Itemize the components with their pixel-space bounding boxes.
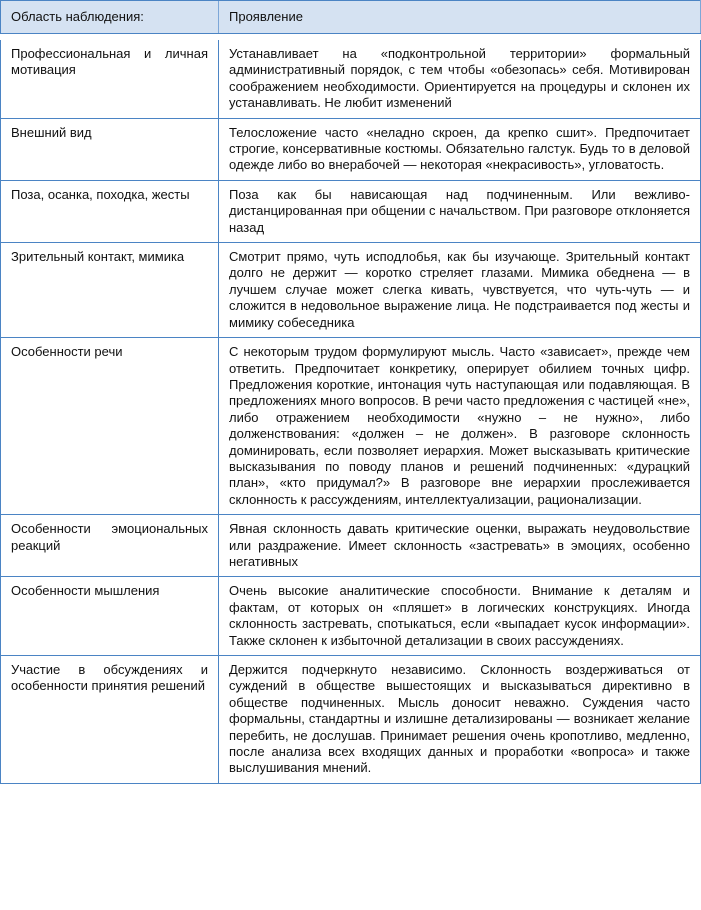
area-cell: Особенности речи — [1, 338, 219, 515]
area-cell: Внешний вид — [1, 118, 219, 180]
table-row — [1, 656, 701, 784]
header-manifestation: Проявление — [219, 1, 701, 34]
manifestation-cell: Очень высокие аналитические способности. Внимание к деталям и фактам, от которых он «пляшет» в логических конструкциях. Иногда склонность застревать, спотыкаться, если «выпадает кусок информации». Также склонен к избыточной детализации в своих рассуждениях. — [219, 577, 701, 656]
table-row — [1, 180, 701, 242]
area-cell: Особенности эмоциональных реакций — [1, 515, 219, 577]
table-row — [1, 515, 701, 577]
manifestation-cell: Устанавливает на «подконтрольной территории» формальный административный порядок, с тем чтобы «обезопась» себя. Мотивирован соображением необходимости. Ориентируется на процедуры и склонен их устанавливать. Не любит изменений — [219, 40, 701, 118]
manifestation-cell: Явная склонность давать критические оценки, выражать неудовольствие или раздражение. Имеет склонность «застревать» в эмоциях, особенно негативных — [219, 515, 701, 577]
area-cell: Профессиональная и личная мотивация — [1, 40, 219, 118]
manifestation-cell: Телосложение часто «неладно скроен, да крепко сшит». Предпочитает строгие, консервативные костюмы. Обязательно галстук. Будь то в деловой одежде либо во внерабочей — некоторая «некрасивость», угловатость. — [219, 118, 701, 180]
manifestation-cell: С некоторым трудом формулируют мысль. Часто «зависает», прежде чем ответить. Предпочитает конкретику, оперирует обилием точных цифр. Предложения короткие, интонация чуть наступающая или подавляющая. В предложениях много вопросов. В речи часто предложения с частицей «не», либо отражением необходимости «нужно – не нужно», либо долженствования: «должен – не должен». В разговоре склонность доминировать, если позволяет иерархия. Может высказывать критические высказывания по поводу планов и решений подчиненных: «дурацкий план», «кто придумал?» В разговоре вне иерархии прослеживается склонность к рассуждениям, интеллектуализации, рационализации. — [219, 338, 701, 515]
table-row — [1, 40, 701, 118]
manifestation-cell: Смотрит прямо, чуть исподлобья, как бы изучающе. Зрительный контакт долго не держит — коротко стреляет глазами. Мимика обеднена — в лучшем случае может слегка кивать, чувствуется, что чуть-чуть — и сложится в недовольное выражение лица. Не подстраивается под жесты и мимику собеседника — [219, 243, 701, 338]
table-row — [1, 338, 701, 515]
header-area: Область наблюдения: — [1, 1, 219, 34]
table-row — [1, 118, 701, 180]
area-cell: Участие в обсуждениях и особенности принятия решений — [1, 656, 219, 784]
area-cell: Поза, осанка, походка, жесты — [1, 180, 219, 242]
table-row — [1, 243, 701, 338]
area-cell: Зрительный контакт, мимика — [1, 243, 219, 338]
manifestation-cell: Поза как бы нависающая над подчиненным. Или вежливо-дистанцированная при общении с начальством. При разговоре отклоняется назад — [219, 180, 701, 242]
header-row — [1, 1, 701, 34]
table-row — [1, 577, 701, 656]
area-cell: Особенности мышления — [1, 577, 219, 656]
manifestation-cell: Держится подчеркнуто независимо. Склонность воздерживаться от суждений в обществе вышестоящих и высказываться директивно в обществе подчиненных. Мысль доносит неважно. Суждения часто формальны, стандартны и излишне детализированы — возникает желание перебить, не дослушав. Принимает решения очень кропотливо, медленно, после анализа всех входящих данных и проработки «вопроса» и также выслушивания мнений. — [219, 656, 701, 784]
